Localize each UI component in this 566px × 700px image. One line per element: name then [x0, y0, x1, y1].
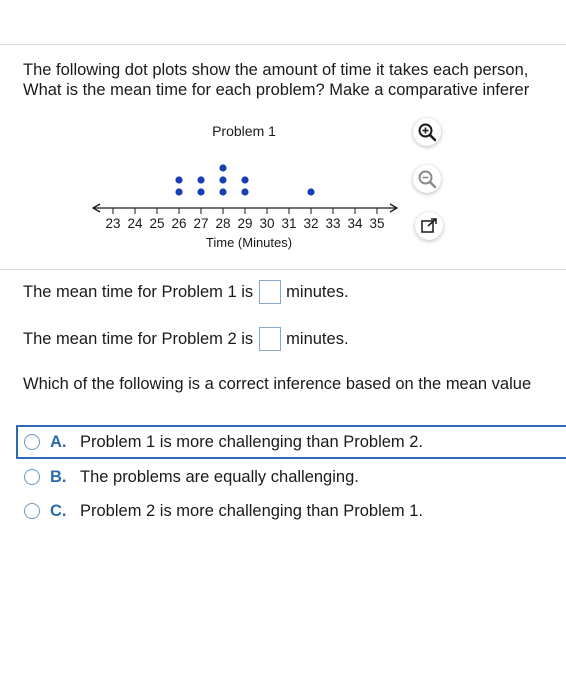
- choice-b-text: The problems are equally challenging.: [80, 467, 359, 486]
- q2-answer-input[interactable]: [259, 327, 281, 351]
- x-tick-label: 27: [193, 216, 209, 231]
- dot-plot: [80, 115, 420, 260]
- x-tick-label: 31: [281, 216, 297, 231]
- x-tick-label: 35: [369, 216, 385, 231]
- radio-icon[interactable]: [24, 503, 40, 519]
- top-divider: [0, 44, 566, 45]
- data-point: [219, 176, 226, 183]
- popout-button[interactable]: [415, 212, 443, 240]
- x-tick-label: 32: [303, 216, 319, 231]
- x-tick-label: 30: [259, 216, 275, 231]
- dot-plot-svg: [80, 115, 420, 260]
- x-tick-label: 33: [325, 216, 341, 231]
- x-tick-label: 26: [171, 216, 187, 231]
- data-point: [219, 188, 226, 195]
- x-tick-label: 25: [149, 216, 165, 231]
- intro-line-1: The following dot plots show the amount of time it takes each person,: [23, 61, 529, 79]
- data-point: [197, 176, 204, 183]
- q1-answer-input[interactable]: [259, 280, 281, 304]
- q1-line: [23, 280, 349, 304]
- mid-divider: [0, 269, 566, 270]
- inference-question: Which of the following is a correct inference based on the mean value: [23, 375, 532, 393]
- zoom-out-icon: [417, 169, 437, 189]
- x-tick-label: 29: [237, 216, 253, 231]
- data-point: [197, 188, 204, 195]
- choice-a-letter: A.: [50, 432, 67, 451]
- data-point: [175, 176, 182, 183]
- q1-prefix: The mean time for Problem 1 is: [23, 282, 254, 301]
- q1-suffix: minutes.: [286, 282, 349, 301]
- zoom-in-icon: [417, 122, 437, 142]
- q2-prefix: The mean time for Problem 2 is: [23, 329, 254, 348]
- choice-b[interactable]: [16, 460, 566, 494]
- x-tick-label: 28: [215, 216, 231, 231]
- intro-text: [23, 60, 566, 100]
- q2-line: [23, 327, 349, 351]
- data-point: [307, 188, 314, 195]
- zoom-out-button[interactable]: [413, 165, 441, 193]
- data-point: [241, 188, 248, 195]
- radio-icon[interactable]: [24, 469, 40, 485]
- x-tick-label: 23: [105, 216, 121, 231]
- intro-line-2: What is the mean time for each problem? Make a comparative inferer: [23, 81, 530, 99]
- data-point: [175, 188, 182, 195]
- choice-b-letter: B.: [50, 467, 67, 486]
- choice-a[interactable]: [16, 425, 566, 459]
- popout-icon: [420, 217, 438, 235]
- x-tick-label: 34: [347, 216, 363, 231]
- choice-a-text: Problem 1 is more challenging than Problem 2.: [80, 432, 424, 451]
- q2-suffix: minutes.: [286, 329, 349, 348]
- choice-c-letter: C.: [50, 501, 67, 520]
- data-point: [219, 164, 226, 171]
- plot-x-axis-label: Time (Minutes): [205, 235, 293, 250]
- x-tick-label: 24: [127, 216, 143, 231]
- data-point: [241, 176, 248, 183]
- choice-c-text: Problem 2 is more challenging than Problem 1.: [80, 501, 424, 520]
- plot-title: Problem 1: [212, 123, 276, 139]
- zoom-in-button[interactable]: [413, 118, 441, 146]
- choice-c[interactable]: [16, 494, 566, 528]
- radio-icon[interactable]: [24, 434, 40, 450]
